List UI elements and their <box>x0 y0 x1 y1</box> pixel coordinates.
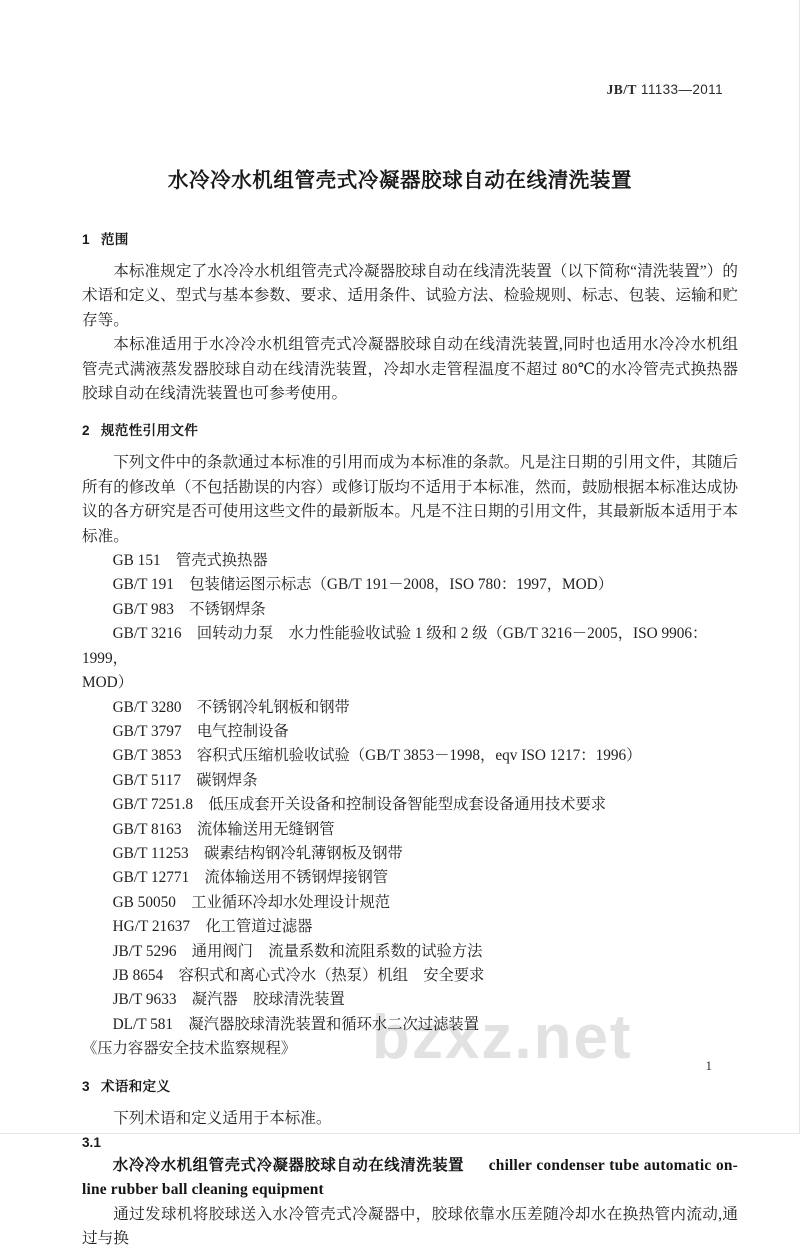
section-number-2: 2 <box>82 423 90 439</box>
watermark: bzxz.net <box>372 1003 633 1072</box>
list-item: GB 50050 工业循环冷却水处理设计规范 <box>112 893 391 911</box>
scope-paragraph-2: 本标准适用于水冷冷水机组管壳式冷凝器胶球自动在线清洗装置,同时也适用水冷冷水机组管壳式满液蒸发器胶球自动在线清洗装置，冷却水走管程温度不超过 80℃的水冷管壳式换热器胶球自动在线清洗装置也可参考使用。 <box>82 336 738 403</box>
list-item: GB/T 3853 容积式压缩机验收试验（GB/T 3853－1998，eqv ISO 1217：1996） <box>112 747 642 765</box>
list-item: JB/T 9633 凝汽器 胶球清洗装置 <box>112 991 345 1009</box>
list-item: GB/T 11253 碳素结构钢冷轧薄钢板及钢带 <box>112 844 403 862</box>
list-item: DL/T 581 凝汽器胶球清洗装置和循环水二次过滤装置 <box>112 1015 480 1033</box>
list-item: GB/T 12771 流体输送用不锈钢焊接钢管 <box>112 869 389 887</box>
term-english: chiller condenser tube automatic on-line rubber ball cleaning equipment <box>82 1157 738 1199</box>
section-heading-normative-references <box>82 419 738 443</box>
normative-reference-list <box>82 549 738 1062</box>
section-title-2: 规范性引用文件 <box>100 423 199 439</box>
list-item: GB/T 3797 电气控制设备 <box>112 722 289 740</box>
clause-number-3-1: 3.1 <box>82 1135 101 1150</box>
list-item: JB 8654 容积式和离心式冷水（热泵）机组 安全要求 <box>112 966 485 984</box>
section-number-3: 3 <box>82 1078 90 1094</box>
term-entry <box>82 1154 738 1203</box>
list-item: MOD） <box>82 674 133 692</box>
list-item: GB/T 8163 流体输送用无缝钢管 <box>112 820 335 838</box>
section-number-1: 1 <box>82 232 90 247</box>
section-title-1: 范围 <box>100 232 129 247</box>
list-item: HG/T 21637 化工管道过滤器 <box>112 918 313 936</box>
list-item: GB/T 191 包装储运图示标志（GB/T 191－2008，ISO 780：1997，MOD） <box>112 576 614 594</box>
standard-code: JB/T <box>606 82 637 97</box>
running-header <box>0 82 800 98</box>
document-body <box>82 228 738 1252</box>
standard-number: 11133—2011 <box>640 82 723 97</box>
list-item: 《压力容器安全技术监察规程》 <box>82 1040 297 1058</box>
term-chinese: 水冷冷水机组管壳式冷凝器胶球自动在线清洗装置 <box>112 1157 465 1174</box>
normative-references-paragraph: 下列文件中的条款通过本标准的引用而成为本标准的条款。凡是注日期的引用文件，其随后所有的修改单（不包括勘误的内容）或修订版均不适用于本标准，然而，鼓励根据本标准达成协议的各方研究是否可使用这些文件的最新版本。凡是不注日期的引用文件，其最新版本适用于本标准。 <box>82 454 738 545</box>
list-item: GB/T 983 不锈钢焊条 <box>112 600 266 618</box>
terms-intro-paragraph: 下列术语和定义适用于本标准。 <box>113 1109 332 1127</box>
list-item: GB/T 3216 回转动力泵 水力性能验收试验 1 级和 2 级（GB/T 3216－2005，ISO 9906：1999， <box>82 625 708 667</box>
term-definition: 通过发球机将胶球送入水冷管壳式冷凝器中，胶球依靠水压差随冷却水在换热管内流动,通过与换 <box>82 1205 738 1248</box>
section-heading-terms-and-definitions <box>82 1075 738 1099</box>
scope-paragraph-1: 本标准规定了水冷冷水机组管壳式冷凝器胶球自动在线清洗装置（以下简称“清洗装置”）的术语和定义、型式与基本参数、要求、适用条件、试验方法、检验规则、标志、包装、运输和贮存等。 <box>82 263 738 329</box>
list-item: JB/T 5296 通用阀门 流量系数和流阻系数的试验方法 <box>112 942 483 960</box>
list-item: GB/T 3280 不锈钢冷轧钢板和钢带 <box>112 698 350 716</box>
page-title: 水冷冷水机组管壳式冷凝器胶球自动在线清洗装置 <box>167 169 633 192</box>
section-heading-scope <box>82 228 738 252</box>
list-item: GB/T 5117 碳钢焊条 <box>112 771 258 789</box>
section-title-3: 术语和定义 <box>100 1078 171 1094</box>
list-item: GB 151 管壳式换热器 <box>112 552 268 570</box>
list-item: GB/T 7251.8 低压成套开关设备和控制设备智能型成套设备通用技术要求 <box>112 796 607 814</box>
page-number: 1 <box>705 1058 712 1073</box>
